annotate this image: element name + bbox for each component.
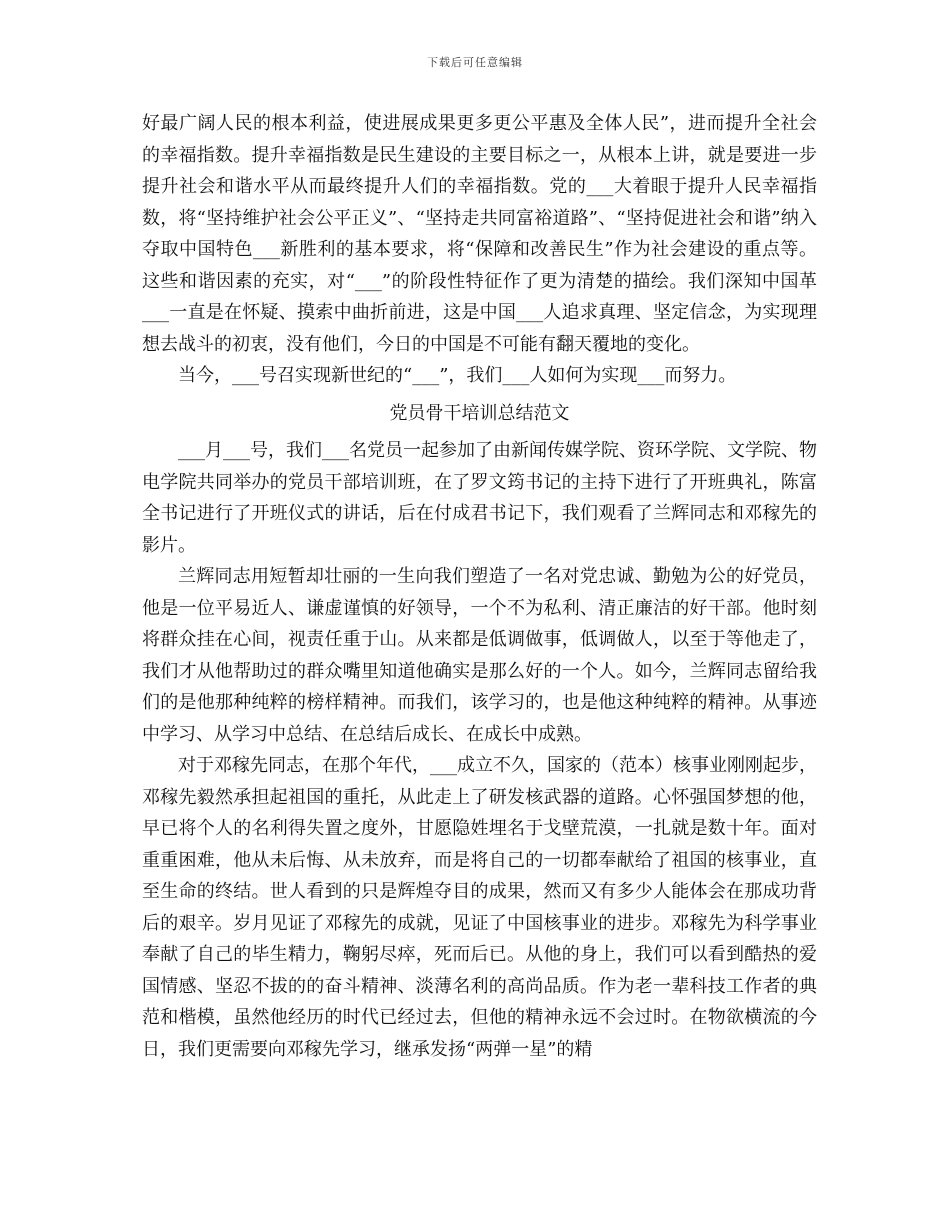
paragraph-lan-hui: 兰辉同志用短暂却壮丽的一生向我们塑造了一名对党忠诚、勤勉为公的好党员，他是一位平易近人、谦虚谨慎的好领导，一个不为私利、清正廉洁的好干部。他时刻将群众挂在心间，视责任重于山。从来都是低调做事，低调做人，以至于等他走了，我们才从他帮助过的群众嘴里知道他确实是那么好的一个人。如今，兰辉同志留给我们的是他那种纯粹的榜样精神。而我们，该学习的，也是他这种纯粹的精神。从事迹中学习、从学习中总结、在总结后成长、在成长中成熟。 bbox=[142, 566, 817, 745]
document-body bbox=[142, 108, 817, 1065]
paragraph-continued: 好最广阔人民的根本利益，使进展成果更多更公平惠及全体人民”，进而提升全社会的幸福指数。提升幸福指数是民生建设的主要目标之一，从根本上讲，就是要进一步提升社会和谐水平从而最终提升人们的幸福指数。党的___大着眼于提升人民幸福指数，将“坚持维护社会公平正义”、“坚持走共同富裕道路”、“坚持促进社会和谐”纳入夺取中国特色___新胜利的基本要求，将“保障和改善民生”作为社会建设的重点等。这些和谐因素的充实，对“___”的阶段性特征作了更为清楚的描绘。我们深知中国革___一直是在怀疑、摸索中曲折前进，这是中国___人追求真理、坚定信念，为实现理想去战斗的初衷，没有他们，今日的中国是不可能有翻天覆地的变化。 bbox=[142, 113, 817, 355]
paragraph-training-intro: ___月___号，我们___名党员一起参加了由新闻传媒学院、资环学院、文学院、物电学院共同举办的党员干部培训班，在了罗文筠书记的主持下进行了开班典礼，陈富全书记进行了开班仪式的讲话，后在付成君书记下，我们观看了兰辉同志和邓稼先的影片。 bbox=[142, 440, 817, 556]
page-header: 下载后可任意编辑 bbox=[427, 56, 523, 69]
paragraph-call-to-action: 当今，___号召实现新世纪的“___”，我们___人如何为实现___而努力。 bbox=[178, 365, 737, 386]
paragraph-deng-jiaxian: 对于邓稼先同志，在那个年代，___成立不久，国家的（范本）核事业刚刚起步，邓稼先毅然承担起祖国的重托，从此走上了研发核武器的道路。心怀强国梦想的他，早已将个人的名利得失置之度外，甘愿隐姓埋名于戈壁荒漠，一扎就是数十年。面对重重困难，他从未后悔、从未放弃，而是将自己的一切都奉献给了祖国的核事业，直至生命的终结。世人看到的只是辉煌夺目的成果，然而又有多少人能体会在那成功背后的艰辛。岁月见证了邓稼先的成就，见证了中国核事业的进步。邓稼先为科学事业奉献了自己的毕生精力，鞠躬尽瘁，死而后已。从他的身上，我们可以看到酷热的爱国情感、坚忍不拔的的奋斗精神、淡薄名利的高尚品质。作为老一辈科技工作者的典范和楷模，虽然他经历的时代已经过去，但他的精神永远不会过时。在物欲横流的今日，我们更需要向邓稼先学习，继承发扬“两弹一星”的精 bbox=[142, 755, 817, 1060]
section-title: 党员骨干培训总结范文 bbox=[389, 402, 570, 424]
